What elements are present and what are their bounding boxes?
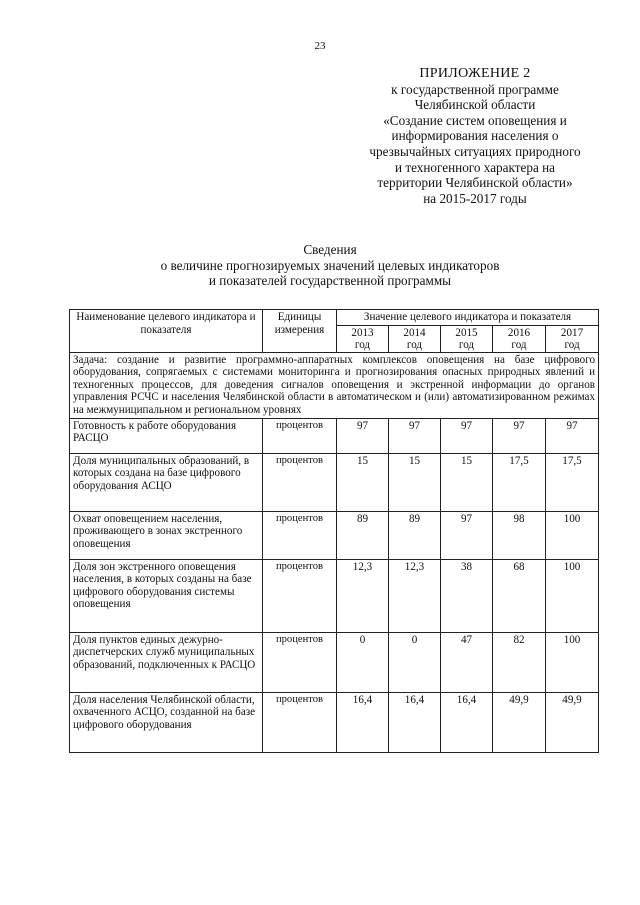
indicator-name: Готовность к работе оборудования РАСЦО <box>70 418 263 453</box>
heading-line: и показателей государственной программы <box>208 273 452 289</box>
table-row <box>70 418 599 453</box>
table-row <box>70 632 599 692</box>
indicator-name: Доля населения Челябинской области, охваченного АСЦО, созданной на базе цифрового оборудования <box>70 692 263 752</box>
indicator-name: Доля муниципальных образований, в которых создана на базе цифрового оборудования АСЦО <box>70 453 263 511</box>
indicator-value: 89 <box>389 511 441 559</box>
indicators-table <box>69 309 599 753</box>
indicator-value: 0 <box>337 632 389 692</box>
year-suffix: год <box>406 338 423 351</box>
task-row <box>70 352 599 418</box>
indicator-value: 17,5 <box>546 453 599 511</box>
heading-line: о величине прогнозируемых значений целевых индикаторов <box>160 257 500 273</box>
document-heading <box>60 242 600 289</box>
indicator-value: 97 <box>441 511 493 559</box>
heading-title: Сведения <box>303 242 357 257</box>
column-header-values: Значение целевого индикатора и показателя <box>337 310 599 326</box>
indicator-unit: процентов <box>263 632 337 692</box>
indicator-name: Доля пунктов единых дежурно-диспетчерских служб муниципальных образований, подключенных к РАСЦО <box>70 632 263 692</box>
indicator-value: 15 <box>337 453 389 511</box>
year-suffix: год <box>354 338 371 351</box>
appendix-line: чрезвычайных ситуациях природного <box>369 143 581 159</box>
appendix-line: «Создание систем оповещения и <box>383 112 567 128</box>
indicator-value: 15 <box>441 453 493 511</box>
indicator-value: 100 <box>546 632 599 692</box>
indicator-value: 100 <box>546 559 599 632</box>
indicator-name: Доля зон экстренного оповещения населения, в которых созданы на базе цифрового оборудования системы оповещения <box>70 559 263 632</box>
indicator-unit: процентов <box>263 453 337 511</box>
indicator-value: 16,4 <box>389 692 441 752</box>
appendix-line: к государственной программе <box>391 81 559 97</box>
indicator-value: 16,4 <box>441 692 493 752</box>
appendix-title: ПРИЛОЖЕНИЕ 2 <box>419 66 531 81</box>
year-value: 2016 <box>507 326 531 339</box>
appendix-line: и техногенного характера на <box>394 159 556 175</box>
indicator-unit: процентов <box>263 692 337 752</box>
year-value: 2015 <box>455 326 478 339</box>
indicator-value: 38 <box>441 559 493 632</box>
indicator-value: 100 <box>546 511 599 559</box>
indicator-value: 47 <box>441 632 493 692</box>
indicator-value: 16,4 <box>337 692 389 752</box>
indicator-value: 89 <box>337 511 389 559</box>
year-header <box>493 325 546 352</box>
year-header <box>441 325 493 352</box>
appendix-line: территории Челябинской области» <box>377 175 573 191</box>
year-suffix: год <box>458 338 475 351</box>
table-header-row <box>70 310 599 326</box>
year-header <box>546 325 599 352</box>
indicator-value: 49,9 <box>493 692 546 752</box>
indicator-value: 97 <box>493 418 546 453</box>
appendix-line: на 2015-2017 годы <box>423 190 527 206</box>
column-header-name: Наименование целевого индикатора и показателя <box>70 310 263 353</box>
table-row <box>70 511 599 559</box>
year-value: 2017 <box>560 326 584 339</box>
appendix-block <box>340 66 610 206</box>
indicator-value: 82 <box>493 632 546 692</box>
indicator-value: 0 <box>389 632 441 692</box>
indicator-value: 12,3 <box>389 559 441 632</box>
indicator-value: 17,5 <box>493 453 546 511</box>
year-suffix: год <box>511 338 527 351</box>
year-value: 2014 <box>403 326 426 339</box>
appendix-line: Челябинской области <box>414 97 536 113</box>
indicator-value: 97 <box>389 418 441 453</box>
year-suffix: год <box>564 338 580 351</box>
year-header <box>389 325 441 352</box>
indicator-value: 98 <box>493 511 546 559</box>
appendix-line: информирования населения о <box>391 128 559 144</box>
indicator-name: Охват оповещением населения, проживающего в зонах экстренного оповещения <box>70 511 263 559</box>
indicator-value: 15 <box>389 453 441 511</box>
year-value: 2013 <box>351 326 374 339</box>
indicator-value: 12,3 <box>337 559 389 632</box>
indicator-unit: процентов <box>263 559 337 632</box>
indicator-value: 97 <box>546 418 599 453</box>
table-row <box>70 559 599 632</box>
indicator-unit: процентов <box>263 418 337 453</box>
column-header-unit: Единицы измерения <box>263 310 337 353</box>
indicator-value: 49,9 <box>546 692 599 752</box>
page-number: 23 <box>314 40 326 52</box>
indicator-value: 97 <box>337 418 389 453</box>
year-header <box>337 325 389 352</box>
indicator-value: 68 <box>493 559 546 632</box>
task-description: Задача: создание и развитие программно-аппаратных комплексов оповещения на базе цифрового оборудования, сопрягаемых с системами мониторинга и прогнозирования опасных природных явлений и техногенных процессов, для доведения сигналов оповещения и экстренной информации до органов управления РСЧС и населения Челябинской области в автоматическом и (или) автоматизированном режимах на межмуниципальном и региональном уровнях <box>70 352 599 418</box>
table-row <box>70 453 599 511</box>
indicator-value: 97 <box>441 418 493 453</box>
table-row <box>70 692 599 752</box>
indicator-unit: процентов <box>263 511 337 559</box>
